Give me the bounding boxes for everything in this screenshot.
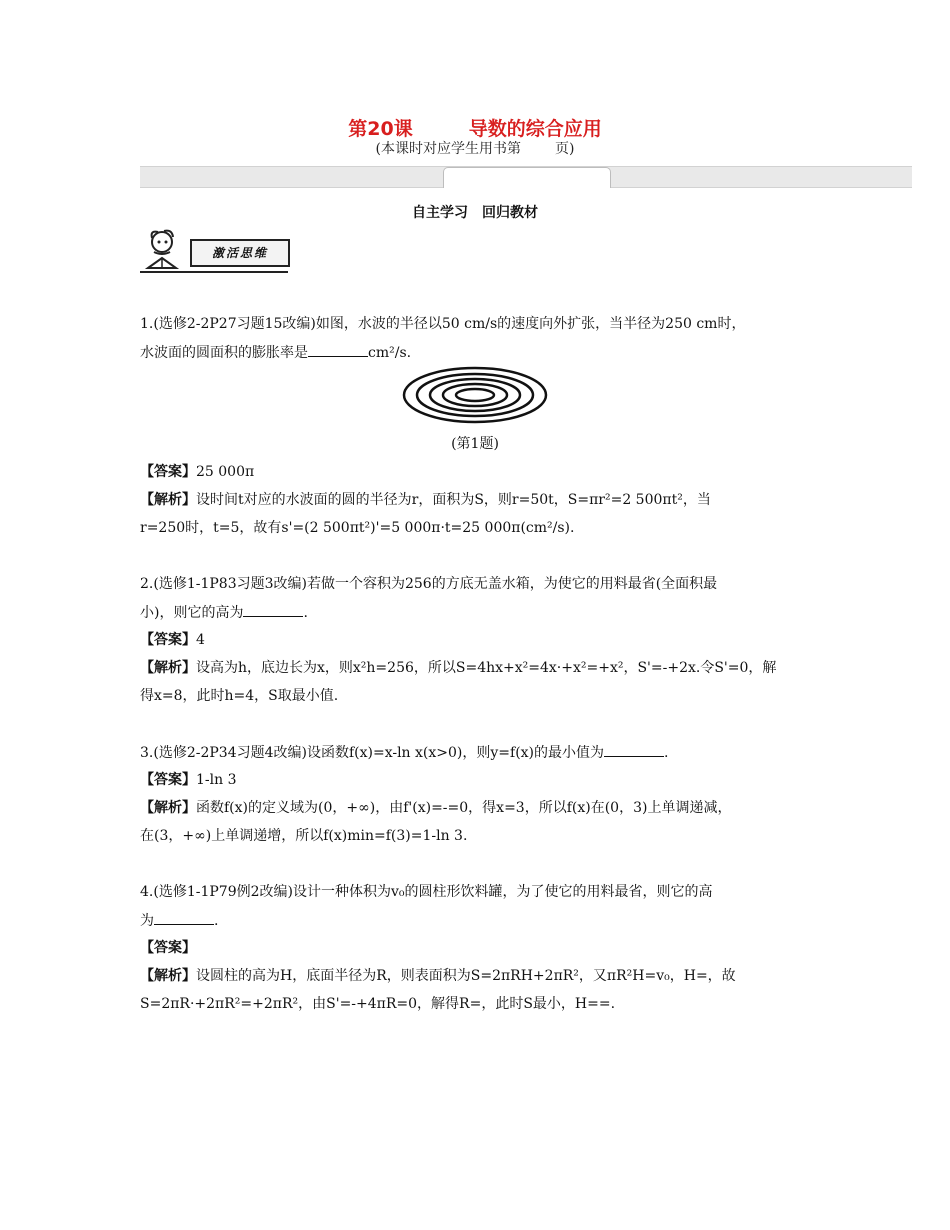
q4-explanation-line2: S=2πR·+2πR²=+2πR²，由S'=-+4πR=0，解得R=，此时S最小，H==. — [140, 996, 616, 1012]
activate-thinking-banner: 激活思维 — [190, 239, 290, 267]
water-ripples-figure — [402, 366, 548, 424]
q2-answer — [140, 630, 205, 650]
answer-label: 【答案】 — [140, 940, 196, 956]
q4-answer — [140, 938, 196, 958]
q2-answer-value: 4 — [196, 632, 205, 648]
explanation-label: 【解析】 — [140, 968, 196, 984]
q2-explanation-text: 设高为h，底边长为x，则x²h=256，所以S=4hx+x²=4x·+x²=+x²，S'=-+2x.令S'=0，解 — [196, 660, 777, 676]
answer-label: 【答案】 — [140, 464, 196, 480]
q4-answer-blank — [154, 910, 214, 925]
q1-explanation-text: 设时间t对应的水波面的圆的半径为r，面积为S，则r=50t，S=πr²=2 500πt²，当 — [196, 492, 711, 508]
q3-explanation-line2: 在(3，+∞)上单调递增，所以f(x)min=f(3)=1-ln 3. — [140, 828, 468, 844]
q2-stem-text: 小)，则它的高为 — [140, 605, 244, 621]
answer-label: 【答案】 — [140, 632, 196, 648]
q4-explanation-text: 设圆柱的高为H，底面半径为R，则表面积为S=2πRH+2πR²，又πR²H=v₀，H=，故 — [196, 968, 736, 984]
q3-answer-value: 1-ln 3 — [196, 772, 237, 788]
page-reference-text: (本课时对应学生用书第 — [375, 141, 521, 157]
q3-answer — [140, 770, 237, 790]
q3-explanation-line1 — [140, 798, 731, 818]
q2-stem-line1: 2.(选修1-1P83习题3改编)若做一个容积为256的方底无盖水箱，为使它的用料最省(全面积最 — [140, 576, 718, 592]
lesson-title — [0, 114, 950, 141]
q2-stem-end: . — [303, 605, 308, 621]
lesson-topic: 导数的综合应用 — [468, 118, 602, 140]
explanation-label: 【解析】 — [140, 800, 196, 816]
explanation-label: 【解析】 — [140, 492, 196, 508]
q4-stem-text: 为 — [140, 913, 154, 929]
figure-caption: (第1题) — [451, 436, 499, 452]
q1-answer-value: 25 000π — [196, 464, 255, 480]
q1-answer-blank — [308, 342, 368, 357]
q2-stem-line2 — [140, 602, 308, 623]
q2-explanation-line2: 得x=8，此时h=4，S取最小值. — [140, 688, 339, 704]
q4-stem-end: . — [214, 913, 219, 929]
header-band-tab — [443, 167, 611, 188]
q2-answer-blank — [243, 602, 303, 617]
q4-stem-line2 — [140, 910, 218, 931]
q3-answer-blank — [604, 742, 664, 757]
q1-unit: cm²/s. — [368, 345, 412, 361]
section-heading — [0, 202, 950, 222]
q1-stem-line1: 1.(选修2-2P27习题15改编)如图，水波的半径以50 cm/s的速度向外扩张，当半径为250 cm时， — [140, 316, 746, 332]
answer-label: 【答案】 — [140, 772, 196, 788]
page-reference — [0, 138, 950, 158]
page-reference-end: 页) — [555, 141, 575, 157]
q4-explanation-line1 — [140, 966, 736, 986]
q3-explanation-text: 函数f(x)的定义域为(0，+∞)，由f'(x)=-=0，得x=3，所以f(x)在(0，3)上单调递减， — [196, 800, 732, 816]
q1-explanation-line2: r=250时，t=5，故有s'=(2 500πt²)'=5 000π·t=25 000π(cm²/s). — [140, 520, 575, 536]
section-heading-right: 回归教材 — [482, 205, 538, 221]
q2-explanation-line1 — [140, 658, 776, 678]
q1-answer — [140, 462, 254, 482]
explanation-label: 【解析】 — [140, 660, 196, 676]
lesson-number: 第20课 — [348, 118, 413, 140]
q1-stem-line2 — [140, 342, 411, 363]
q3-stem-text: 3.(选修2-2P34习题4改编)设函数f(x)=x-ln x(x>0)，则y=f(x)的最小值为 — [140, 745, 605, 761]
q1-stem-text: 水波面的圆面积的膨胀率是 — [140, 345, 308, 361]
q4-stem-line1: 4.(选修1-1P79例2改编)设计一种体积为v₀的圆柱形饮料罐，为了使它的用料最省，则它的高 — [140, 884, 713, 900]
q3-stem-end: . — [664, 745, 669, 761]
q3-stem-line1 — [140, 742, 668, 763]
q1-explanation-line1 — [140, 490, 711, 510]
section-heading-left: 自主学习 — [412, 205, 468, 221]
